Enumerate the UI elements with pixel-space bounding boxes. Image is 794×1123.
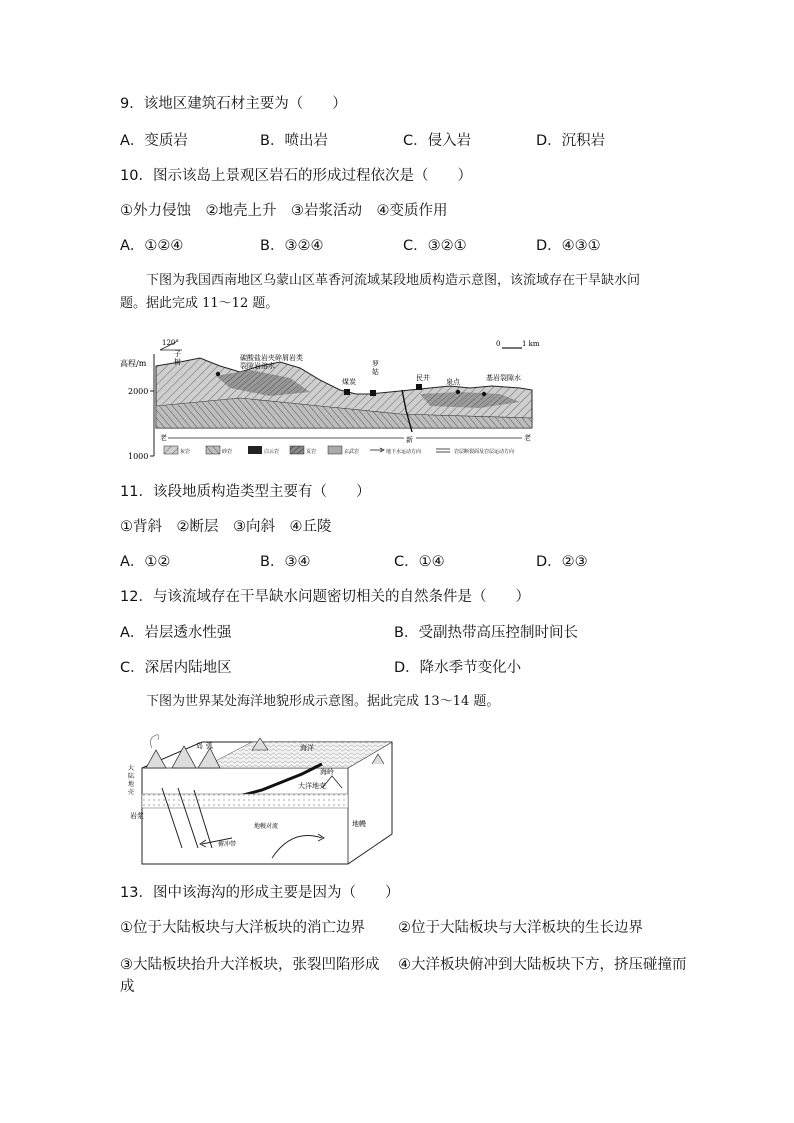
label-luo: 罗 — [372, 360, 379, 368]
legend-limestone: 灰岩 — [180, 449, 191, 455]
q9-stem: 9．该地区建筑石材主要为（ ） — [120, 96, 347, 112]
q11-option-a: A．①② — [120, 554, 171, 570]
q10-items: ①外力侵蚀 ②地壳上升 ③岩浆活动 ④变质作用 — [120, 203, 448, 219]
q9-option-c: C．侵入岩 — [403, 133, 472, 149]
q9-option-b: B．喷出岩 — [260, 133, 328, 149]
geology-cross-section-figure — [120, 336, 540, 466]
label-zi: 子 — [174, 350, 181, 358]
q11-option-b: B．③④ — [260, 554, 311, 570]
label-mantle: 地幔 — [352, 820, 366, 828]
q10-stem: 10．图示该岛上景观区岩石的形成过程依次是（ ） — [120, 168, 472, 184]
q13-item-4-continued: 成 — [120, 979, 135, 995]
y-tick-2000: 2000 — [128, 387, 149, 396]
q13-item-2: ②位于大陆板块与大洋板块的生长边界 — [398, 920, 643, 936]
label-coal: 煤炭 — [342, 378, 356, 386]
q10-option-c: C．③②① — [403, 238, 467, 254]
intro-13-14: 下图为世界某处海洋地貌形成示意图。据此完成 13～14 题。 — [146, 694, 500, 709]
legend-fault-motion: 岩层断裂面及岩层运动方向 — [454, 449, 515, 455]
q12-option-b: B．受副热带高压控制时间长 — [394, 625, 578, 641]
label-ridge: 海岭 — [320, 768, 334, 776]
label-well: 民井 — [416, 374, 430, 382]
label-magma: 岩浆 — [130, 812, 144, 820]
q13-item-1: ①位于大陆板块与大洋板块的消亡边界 — [120, 920, 365, 936]
scale-zero: 0 — [496, 340, 501, 348]
label-oceanic-crust: 大洋地壳 — [298, 782, 326, 790]
ocean-landform-figure — [122, 728, 398, 868]
legend-basalt: 玄武岩 — [344, 449, 360, 455]
y-tick-1000: 1000 — [128, 452, 149, 461]
label-subduction-zone: 俯冲带 — [218, 841, 237, 848]
q13-item-4: ④大洋板块俯冲到大陆板块下方，挤压碰撞而 — [398, 957, 687, 973]
q9-option-d: D．沉积岩 — [536, 133, 606, 149]
q13-stem: 13．图中该海沟的形成主要是因为（ ） — [120, 885, 400, 901]
q12-option-a: A．岩层透水性强 — [120, 625, 232, 641]
legend-shale: 页岩 — [306, 449, 317, 455]
q13-item-3: ③大陆板块抬升大洋板块，张裂凹陷形成 — [120, 957, 380, 973]
label-arc: 弧 — [206, 742, 213, 750]
legend-dolomite: 白云岩 — [264, 449, 280, 455]
legend-sandstone: 砂岩 — [222, 449, 233, 455]
label-old-right: 老 — [524, 434, 531, 442]
q9-option-a: A．变质岩 — [120, 133, 188, 149]
q12-option-c: C．深居内陆地区 — [120, 660, 232, 676]
label-mantle-convection: 地幔对流 — [254, 823, 279, 830]
label-ocean: 海洋 — [300, 744, 314, 752]
intro-11-12-line1: 下图为我国西南地区乌蒙山区革香河流域某段地质构造示意图，该流域存在干旱缺水问 — [146, 273, 641, 288]
label-continental-2: 陆 — [128, 773, 135, 780]
q11-option-c: C．①④ — [394, 554, 445, 570]
label-continental-3: 地 — [128, 781, 135, 788]
q11-items: ①背斜 ②断层 ③向斜 ④丘陵 — [120, 519, 332, 535]
q11-stem: 11．该段地质构造类型主要有（ ） — [120, 484, 371, 500]
label-new: 新 — [406, 436, 413, 444]
q10-option-b: B．③②④ — [260, 238, 324, 254]
q10-option-d: D．④③① — [536, 238, 601, 254]
label-bedrock-water: 基岩裂隙水 — [486, 374, 521, 382]
scale-unit: 1 km — [522, 340, 540, 348]
label-karst-water: 裂隙岩溶水 — [240, 362, 275, 370]
q12-option-d: D．降水季节变化小 — [394, 660, 522, 676]
label-gu: 姑 — [372, 368, 379, 376]
q12-stem: 12．与该流域存在干旱缺水问题密切相关的自然条件是（ ） — [120, 589, 530, 605]
angle-label: 120° — [162, 339, 179, 347]
label-spring: 泉点 — [446, 378, 460, 386]
label-island: 岛 — [196, 742, 203, 750]
y-axis-title: 高程/m — [120, 359, 147, 368]
label-shu: 树 — [174, 358, 181, 366]
label-carbonate: 碳酸盐岩夹碎屑岩类 — [240, 354, 303, 362]
label-old-left: 老 — [160, 434, 167, 442]
intro-11-12-line2: 题。据此完成 11～12 题。 — [120, 296, 279, 311]
q10-option-a: A．①②④ — [120, 238, 184, 254]
label-continental-1: 大 — [128, 765, 135, 772]
label-continental-4: 壳 — [128, 789, 135, 796]
legend-groundwater-flow: 地下水运动方向 — [386, 449, 422, 455]
q11-option-d: D．②③ — [536, 554, 588, 570]
